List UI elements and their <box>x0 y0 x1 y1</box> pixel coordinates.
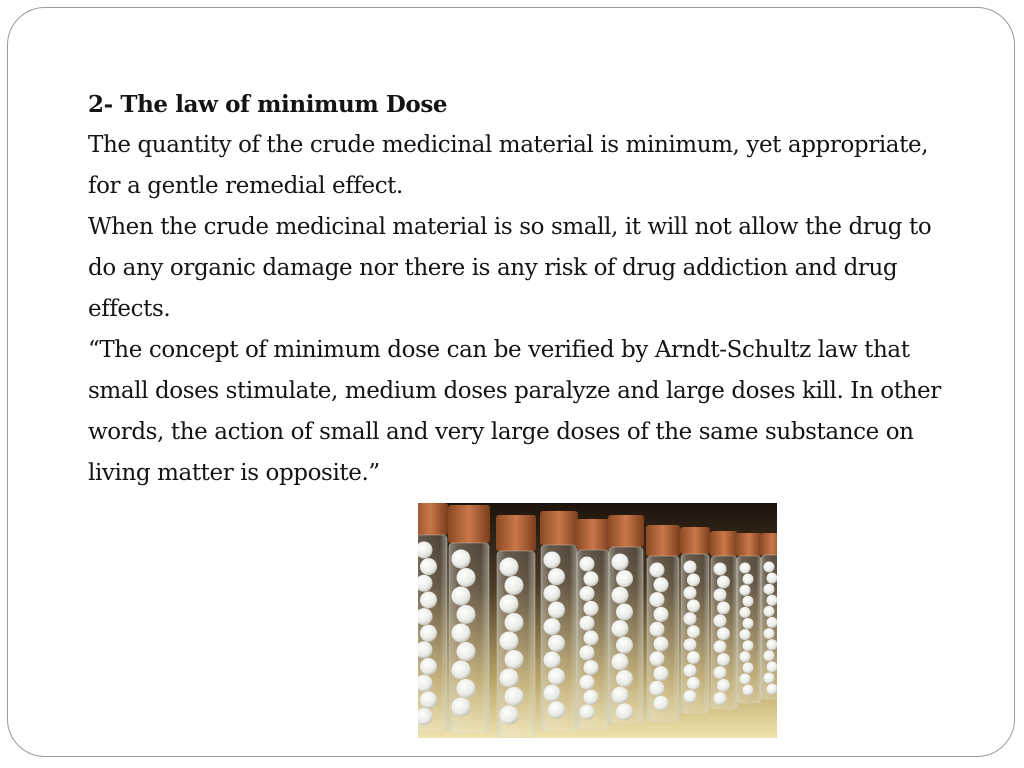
pill <box>584 571 599 586</box>
pill <box>684 690 697 703</box>
pill <box>420 625 437 642</box>
pill <box>584 631 599 646</box>
pill <box>544 618 561 635</box>
pill <box>584 660 599 675</box>
pill <box>764 628 775 639</box>
pill <box>544 651 561 668</box>
pill <box>616 570 633 587</box>
cork <box>496 515 536 551</box>
pill <box>452 661 471 680</box>
pill <box>500 595 519 614</box>
pill <box>650 681 665 696</box>
pill <box>654 696 669 711</box>
pill <box>684 638 697 651</box>
cork <box>418 503 448 535</box>
pill <box>767 639 778 650</box>
pill <box>505 613 524 632</box>
vial <box>496 515 536 737</box>
pill <box>544 585 561 602</box>
pill <box>457 605 476 624</box>
pill <box>452 624 471 643</box>
vial <box>576 519 610 729</box>
pill <box>654 637 669 652</box>
pill <box>612 653 629 670</box>
pill <box>505 576 524 595</box>
pill <box>548 668 565 685</box>
pill <box>650 563 665 578</box>
pill <box>505 650 524 669</box>
pill <box>687 625 700 638</box>
vial <box>680 527 710 713</box>
pill <box>548 568 565 585</box>
pill <box>616 670 633 687</box>
pill <box>714 640 727 653</box>
pill <box>714 692 727 705</box>
pill <box>616 703 633 720</box>
pill <box>714 666 727 679</box>
pill <box>612 554 629 571</box>
pill <box>457 642 476 661</box>
pill <box>548 701 565 718</box>
cork <box>448 505 490 543</box>
cork <box>680 527 710 554</box>
pill <box>548 635 565 652</box>
pill <box>714 563 727 576</box>
pill <box>740 651 751 662</box>
pill <box>420 691 437 708</box>
pill <box>684 561 697 574</box>
pill <box>740 674 751 685</box>
cork <box>576 519 610 550</box>
pill <box>743 662 754 673</box>
pill <box>544 552 561 569</box>
cork <box>710 531 738 556</box>
pill <box>743 685 754 696</box>
cork <box>736 533 762 556</box>
pill <box>717 575 730 588</box>
pill <box>420 658 437 675</box>
pill <box>616 603 633 620</box>
cork <box>540 511 578 545</box>
vials-illustration <box>418 503 777 738</box>
pill <box>687 651 700 664</box>
pill <box>717 653 730 666</box>
paragraph-1: The quantity of the crude medicinal material is minimum, yet appropriate, for a gentle remedial effect. <box>88 132 929 199</box>
pill <box>650 622 665 637</box>
pill <box>740 563 751 574</box>
pill <box>764 606 775 617</box>
vial <box>710 531 738 709</box>
pill <box>740 629 751 640</box>
pill <box>717 679 730 692</box>
pill <box>500 632 519 651</box>
pill <box>687 599 700 612</box>
pill <box>684 586 697 599</box>
cork <box>608 515 644 547</box>
pill <box>654 607 669 622</box>
pill <box>580 616 595 631</box>
pill <box>717 601 730 614</box>
vial <box>736 533 762 703</box>
pill <box>684 664 697 677</box>
pill <box>500 706 519 725</box>
pill <box>743 596 754 607</box>
pill <box>687 573 700 586</box>
pill <box>714 588 727 601</box>
vial <box>608 515 644 723</box>
pill <box>420 591 437 608</box>
paragraph-2: When the crude medicinal material is so small, it will not allow the drug to do any organic damage nor there is any risk of drug addiction and drug effects. <box>88 214 932 322</box>
paragraph-3: “The concept of minimum dose can be verified by Arndt-Schultz law that small doses stimulate, medium doses paralyze and large doses kill. In other words, the action of small and very large doses of the same substance on living matter is opposite.” <box>88 337 941 486</box>
pill <box>767 617 778 628</box>
pill <box>767 595 778 606</box>
vial <box>448 505 490 733</box>
pill <box>764 584 775 595</box>
pill <box>452 587 471 606</box>
vial <box>646 525 680 721</box>
slide-heading: 2- The law of minimum Dose <box>88 91 448 118</box>
pill <box>764 650 775 661</box>
pill <box>616 637 633 654</box>
pill <box>580 557 595 572</box>
pill <box>743 618 754 629</box>
pill <box>714 614 727 627</box>
slide-text <box>88 84 958 494</box>
pill <box>684 612 697 625</box>
pill <box>740 607 751 618</box>
pill <box>654 666 669 681</box>
cork <box>760 533 777 555</box>
pill <box>764 562 775 573</box>
pill <box>584 601 599 616</box>
vial <box>418 503 448 731</box>
pill <box>764 673 775 684</box>
pill <box>452 550 471 569</box>
pill <box>580 586 595 601</box>
pill <box>743 640 754 651</box>
cork <box>646 525 680 556</box>
pill <box>650 651 665 666</box>
pill <box>580 645 595 660</box>
pill <box>767 661 778 672</box>
pill <box>584 690 599 705</box>
pill <box>580 675 595 690</box>
pill <box>580 705 595 720</box>
pill <box>457 568 476 587</box>
pill <box>654 577 669 592</box>
pill <box>548 601 565 618</box>
pill <box>612 620 629 637</box>
pill <box>687 677 700 690</box>
pill <box>612 587 629 604</box>
pill <box>544 685 561 702</box>
vial <box>540 511 578 731</box>
pill <box>650 592 665 607</box>
pill <box>505 687 524 706</box>
pill <box>452 698 471 717</box>
pill <box>457 679 476 698</box>
pill <box>612 687 629 704</box>
vials-photo <box>418 503 777 738</box>
pill <box>420 558 437 575</box>
pill <box>767 684 778 695</box>
pill <box>743 574 754 585</box>
pill <box>500 669 519 688</box>
pill <box>767 573 778 584</box>
pill <box>500 558 519 577</box>
pill <box>740 585 751 596</box>
vial <box>760 533 777 699</box>
pill <box>717 627 730 640</box>
